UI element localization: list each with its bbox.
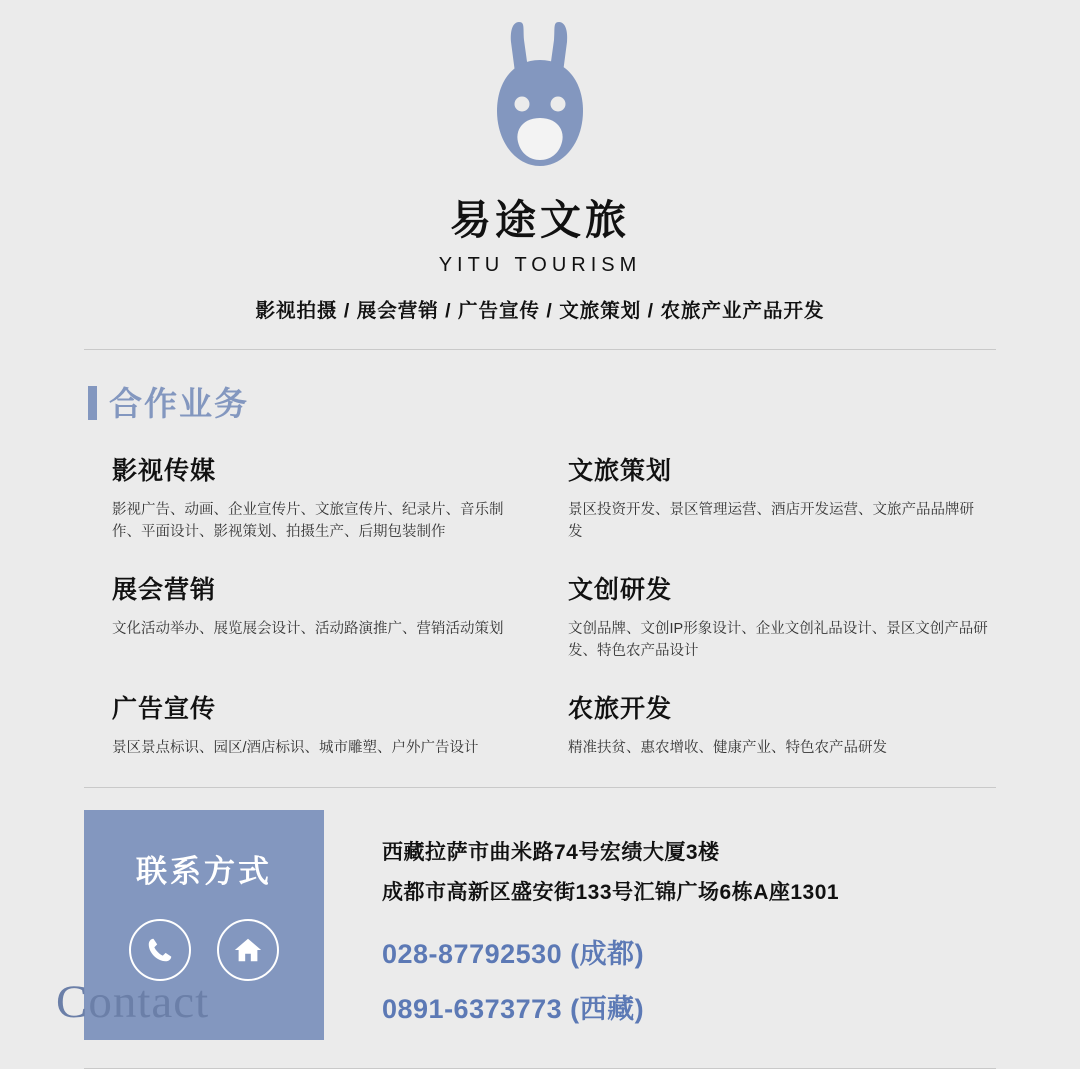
- section-title: 合作业务: [109, 385, 249, 422]
- service-item: [568, 689, 996, 759]
- service-description: 精准扶贫、惠农增收、健康产业、特色农产品研发: [568, 739, 887, 756]
- logo-wrap: [0, 0, 1080, 173]
- brand-name: 易途文旅: [450, 197, 630, 243]
- divider-top: [84, 349, 996, 350]
- contact-info: [324, 810, 839, 1042]
- rabbit-logo-icon: [485, 18, 595, 173]
- contact-section: [56, 810, 996, 1042]
- service-description: 景区投资开发、景区管理运营、酒店开发运营、文旅产品品牌研发: [568, 502, 974, 541]
- service-title: 文旅策划: [568, 457, 673, 485]
- contact-icons: [129, 919, 279, 981]
- service-title: 农旅开发: [568, 694, 673, 723]
- divider-middle: [84, 787, 996, 788]
- home-icon: [217, 919, 279, 981]
- contact-phone: 0891-6373773 (西藏): [382, 994, 645, 1025]
- service-item: [112, 451, 540, 544]
- contact-phone: 028-87792530 (成都): [382, 939, 645, 970]
- contact-card-title: 联系方式: [136, 854, 272, 890]
- service-description: 文创品牌、文创IP形象设计、企业文创礼品设计、景区文创产品研发、特色农产品设计: [568, 620, 988, 660]
- service-title: 文创研发: [568, 575, 673, 604]
- contact-phones: [382, 932, 839, 1026]
- service-title: 广告宣传: [112, 694, 217, 723]
- section-heading: [84, 378, 996, 425]
- service-item: [112, 689, 540, 759]
- contact-watermark: Contact: [56, 976, 210, 1029]
- service-description: 影视广告、动画、企业宣传片、文旅宣传片、纪录片、音乐制作、平面设计、影视策划、拍摄生产、后期包装制作: [112, 502, 504, 541]
- service-title: 展会营销: [112, 575, 217, 604]
- services-grid: [84, 451, 996, 763]
- contact-address: 西藏拉萨市曲米路74号宏绩大厦3楼: [382, 841, 720, 865]
- brand-latin-name: YITU TOURISM: [438, 254, 642, 276]
- contact-address: 成都市高新区盛安街133号汇锦广场6栋A座1301: [382, 881, 840, 905]
- service-item: [112, 570, 540, 663]
- service-description: 景区景点标识、园区/酒店标识、城市雕塑、户外广告设计: [112, 739, 479, 756]
- brand-tagline: 影视拍摄 / 展会营销 / 广告宣传 / 文旅策划 / 农旅产业产品开发: [255, 300, 825, 322]
- section-accent-bar: [88, 386, 97, 420]
- service-item: [568, 570, 996, 663]
- service-item: [568, 451, 996, 544]
- service-title: 影视传媒: [112, 457, 217, 485]
- phone-icon: [129, 919, 191, 981]
- service-description: 文化活动举办、展览展会设计、活动路演推广、营销活动策划: [112, 620, 504, 637]
